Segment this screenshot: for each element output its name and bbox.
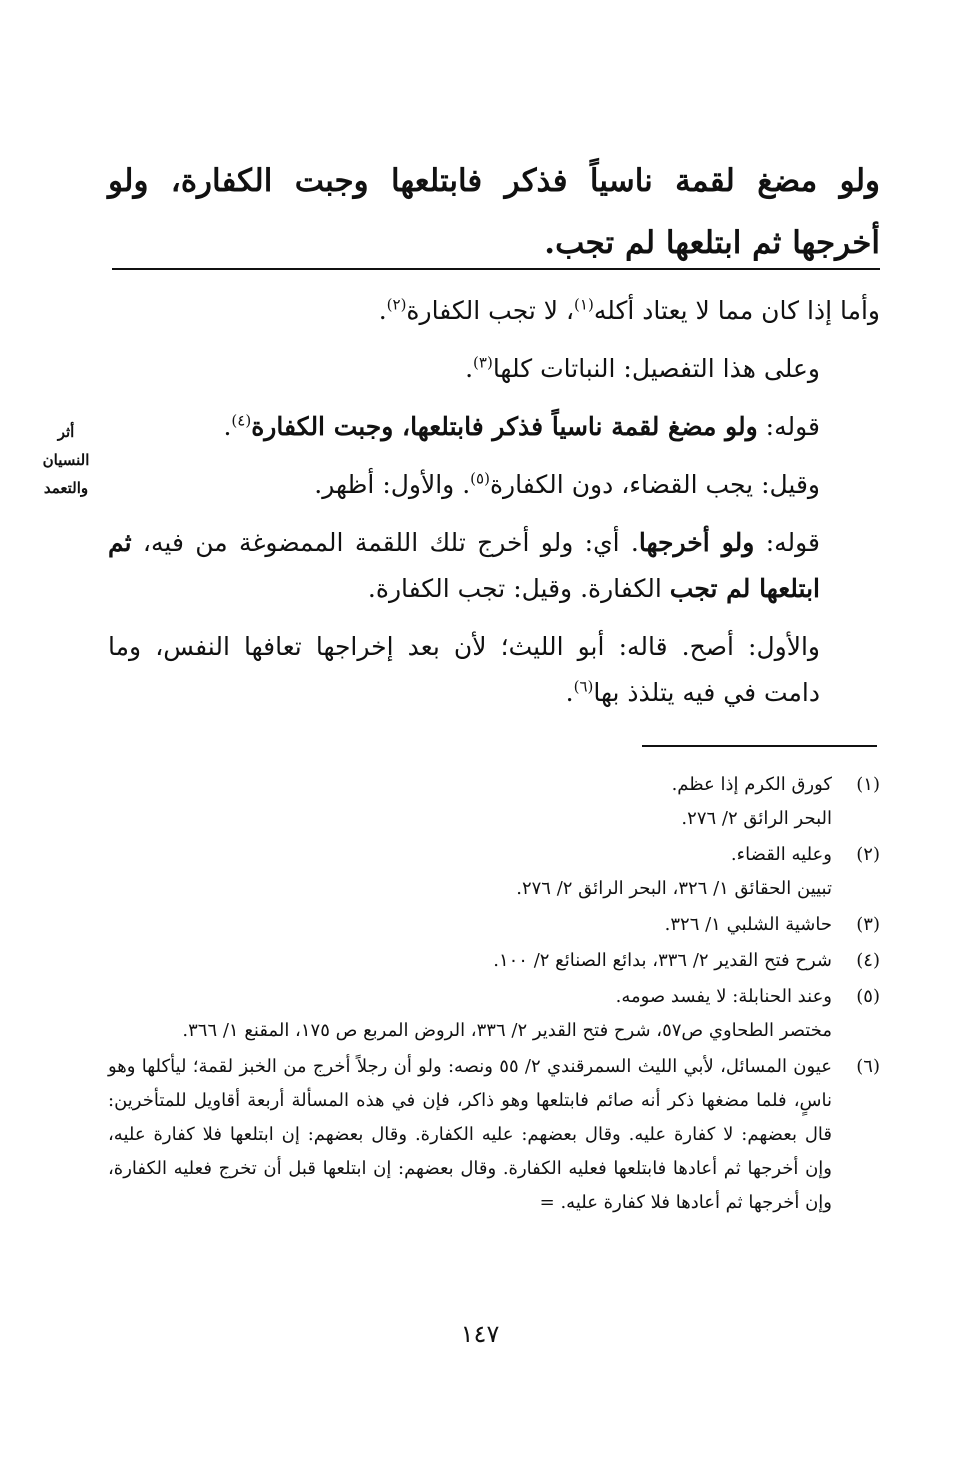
quoted-matn: ولو أخرجها [638,528,755,557]
footnote-number: (٤) [856,950,880,971]
footnote-ref-5[interactable]: (٥) [470,469,490,488]
footnote-1: (١) كورق الكرم إذا عظم. البحر الرائق ٢/ ٢٧٦. [108,768,880,836]
footnote-number: (٣) [856,914,880,935]
footnote-5: (٥) وعند الحنابلة: لا يفسد صومه. مختصر الطحاوي ص٥٧، شرح فتح القدير ٢/ ٣٣٦، الروض المربع ص ١٧٥، المقنع ١/ ٣٦٦. [108,980,880,1048]
commentary-paragraph-2: وعلى هذا التفصيل: النباتات كلها$^{(٣)}$. [465,353,820,383]
commentary-paragraph-3: قوله: ولو مضغ لقمة ناسياً فذكر فابتلعها، وجبت الكفارة$^{(٤)}$. [223,411,820,441]
margin-heading: أثر النسيان والتعمد [42,423,90,497]
commentary-paragraph-5: قوله: ولو أخرجها. أي: ولو أخرج تلك اللقمة الممضوغة من فيه، ثم ابتلعها لم تجب الكفارة. وقيل: تجب الكفارة. [108,528,821,603]
footnote-ref-1[interactable]: (١) [574,295,594,314]
commentary-paragraph-4: وقيل: يجب القضاء، دون الكفارة$^{(٥)}$. والأول: أظهر. [314,469,820,499]
footnote-number: (٢) [856,844,880,865]
quoted-matn: ولو مضغ لقمة ناسياً فذكر فابتلعها، وجبت الكفارة [251,412,758,441]
footnote-ref-6[interactable]: (٦) [573,677,594,696]
footnote-2: (٢) وعليه القضاء. تبيين الحقائق ١/ ٣٢٦، البحر الرائق ٢/ ٢٧٦. [108,838,880,906]
footnote-4: (٤) شرح فتح القدير ٢/ ٣٣٦، بدائع الصنائع ٢/ ١٠٠. [108,944,880,978]
matn-sentence: ولو مضغ لقمة ناسياً فذكر فابتلعها وجبت الكفارة، ولو أخرجها ثم ابتلعها لم تجب. [108,163,880,261]
quoted-matn: ثم ابتلعها لم تجب [108,528,820,603]
footnotes [108,768,880,1222]
footnote-ref-3[interactable]: (٣) [473,353,493,372]
footnote-3: (٣) حاشية الشلبي ١/ ٣٢٦. [108,908,880,942]
footnote-separator-line [642,745,877,747]
page-number: ١٤٧ [460,1320,500,1348]
footnote-number: (٥) [856,986,880,1007]
commentary [108,288,880,728]
footnote-number: (١) [856,774,880,795]
commentary-paragraph-1: وأما إذا كان مما لا يعتاد أكله$^{(١)}$، لا تجب الكفارة$^{(٢)}$. [378,295,880,325]
footnote-ref-4[interactable]: (٤) [231,411,252,430]
footnote-ref-2[interactable]: (٢) [386,295,407,314]
commentary-paragraph-6: والأول: أصح. قاله: أبو الليث؛ لأن بعد إخراجها تعافها النفس، وما دامت في فيه يتلذذ بها$^{(٦)}$. [108,632,820,707]
matn-separator-line [112,268,880,270]
footnote-6: (٦) عيون المسائل، لأبي الليث السمرقندي ٢/ ٥٥ ونصه: ولو أن رجلاً أخرج من الخبز لقمة؛ ليأكلها وهو ناسٍ، فلما مضغها ذكر أنه صائم فابتلعها وهو ذاكر، فإن في هذه المسألة أربعة أقاويل للمتأخرين: قال بعضهم: لا كفارة عليه. وقال بعضهم: عليه الكفارة. وقال بعضهم: إن ابتلعها فلا كفارة عليه، وإن أخرجها ثم أعادها فابتلعها فعليه الكفارة. وقال بعضهم: إن ابتلعها قبل أن تخرج فعليه الكفارة، وإن أخرجها ثم أعادها فلا كفارة عليه. = [108,1050,880,1220]
footnote-number: (٦) [856,1056,880,1077]
matn-text [108,150,880,274]
